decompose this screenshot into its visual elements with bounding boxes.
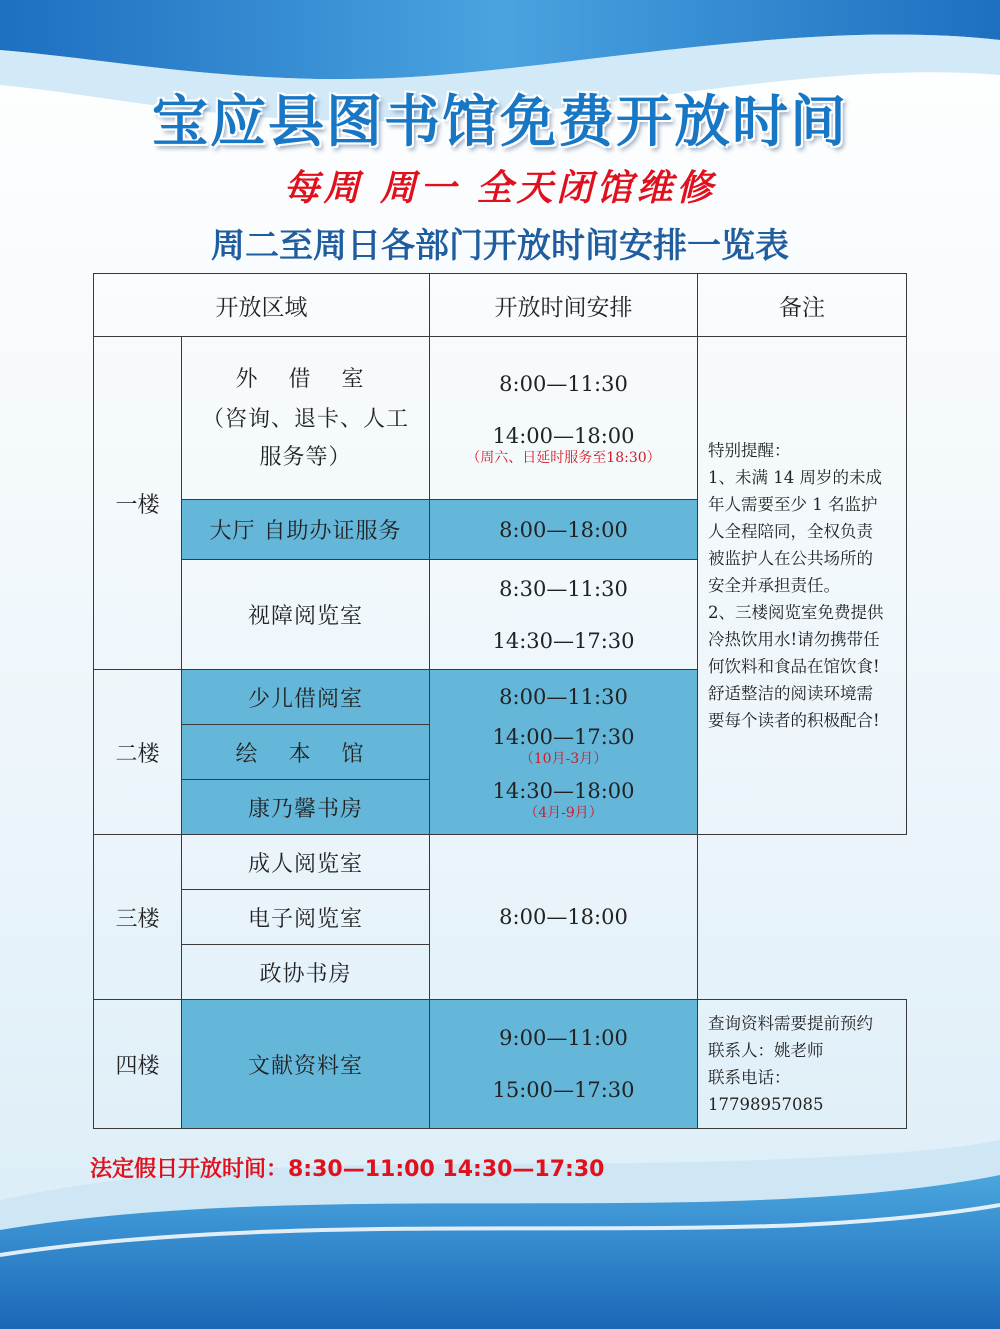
time-f2-winter-note: （10月-3月） bbox=[519, 751, 608, 767]
room-kangnaixin: 康乃馨书房 bbox=[182, 780, 430, 835]
room-lending-name: 外 借 室 bbox=[235, 367, 376, 392]
room-lending-detail-2: 服务等） bbox=[259, 445, 352, 470]
remark-line: 1、未满 14 周岁的未成 bbox=[708, 468, 882, 487]
remark-line: 人全程陪同，全权负责 bbox=[708, 522, 873, 541]
time-f2-summer-note: （4月-9月） bbox=[524, 805, 603, 821]
room-cppcc: 政协书房 bbox=[182, 945, 430, 1000]
room-lending bbox=[182, 337, 430, 500]
time-visual-am: 8:30—11:30 bbox=[499, 576, 628, 601]
time-f2-am: 8:00—11:30 bbox=[499, 685, 628, 709]
remark-line: 要每个读者的积极配合! bbox=[708, 711, 880, 730]
floor-2-label: 二楼 bbox=[94, 670, 182, 835]
closed-notice: 每周 周一 全天闭馆维修 bbox=[283, 168, 717, 209]
remark-line: 舒适整洁的阅读环境需 bbox=[708, 684, 873, 703]
remark-line: 查询资料需要提前预约 bbox=[708, 1014, 873, 1033]
room-electronic: 电子阅览室 bbox=[182, 890, 430, 945]
remark-line: 冷热饮用水!请勿携带任 bbox=[708, 630, 880, 649]
page-title: 宝应县图书馆免费开放时间 bbox=[152, 89, 848, 155]
remarks-floor-4 bbox=[698, 1000, 907, 1129]
schedule-table bbox=[93, 273, 907, 1129]
table-row bbox=[94, 1000, 907, 1129]
time-f4-am: 9:00—11:00 bbox=[499, 1026, 628, 1050]
room-visual: 视障阅览室 bbox=[182, 560, 430, 670]
floor-1-label: 一楼 bbox=[94, 337, 182, 670]
remark-line: 2、三楼阅览室免费提供 bbox=[708, 603, 884, 622]
time-lending-am: 8:00—11:30 bbox=[499, 372, 628, 396]
time-f2-pm-winter: 14:00—17:30 bbox=[492, 725, 635, 749]
time-floor-3: 8:00—18:00 bbox=[430, 835, 698, 1000]
floor-4-label: 四楼 bbox=[94, 1000, 182, 1129]
remark-line: 被监护人在公共场所的 bbox=[708, 549, 873, 568]
time-visual bbox=[430, 560, 698, 670]
remark-line: 年人需要至少 1 名监护 bbox=[708, 495, 878, 514]
time-floor-4 bbox=[430, 1000, 698, 1129]
header-remarks: 备注 bbox=[698, 274, 907, 337]
room-lending-detail: （咨询、退卡、人工 bbox=[201, 407, 409, 432]
header-area: 开放区域 bbox=[94, 274, 430, 337]
time-f4-pm: 15:00—17:30 bbox=[492, 1078, 635, 1102]
remark-line: 联系人：姚老师 bbox=[708, 1041, 824, 1060]
table-row bbox=[94, 835, 907, 890]
time-lending bbox=[430, 337, 698, 500]
table-header-row bbox=[94, 274, 907, 337]
header-time: 开放时间安排 bbox=[430, 274, 698, 337]
time-hall: 8:00—18:00 bbox=[430, 500, 698, 560]
room-picture-book: 绘 本 馆 bbox=[182, 725, 430, 780]
holiday-hours: 法定假日开放时间：8:30—11:00 14:30—17:30 bbox=[90, 1157, 605, 1182]
time-lending-pm: 14:00—18:00 bbox=[492, 424, 635, 448]
remark-line: 特别提醒： bbox=[708, 441, 791, 460]
room-adult: 成人阅览室 bbox=[182, 835, 430, 890]
remark-phone: 联系电话：17798957085 bbox=[708, 1068, 824, 1114]
room-hall: 大厅 自助办证服务 bbox=[182, 500, 430, 560]
remark-line: 何饮料和食品在馆饮食! bbox=[708, 657, 880, 676]
time-floor-2 bbox=[430, 670, 698, 835]
table-row bbox=[94, 337, 907, 500]
floor-3-label: 三楼 bbox=[94, 835, 182, 1000]
time-lending-note: （周六、日延时服务至18:30） bbox=[466, 450, 661, 466]
schedule-heading: 周二至周日各部门开放时间安排一览表 bbox=[211, 226, 789, 266]
time-f2-pm-summer: 14:30—18:00 bbox=[492, 779, 635, 803]
remark-line: 安全并承担责任。 bbox=[708, 576, 840, 595]
room-literature: 文献资料室 bbox=[182, 1000, 430, 1129]
remarks-main bbox=[698, 337, 907, 835]
room-children: 少儿借阅室 bbox=[182, 670, 430, 725]
time-visual-pm: 14:30—17:30 bbox=[492, 628, 635, 653]
